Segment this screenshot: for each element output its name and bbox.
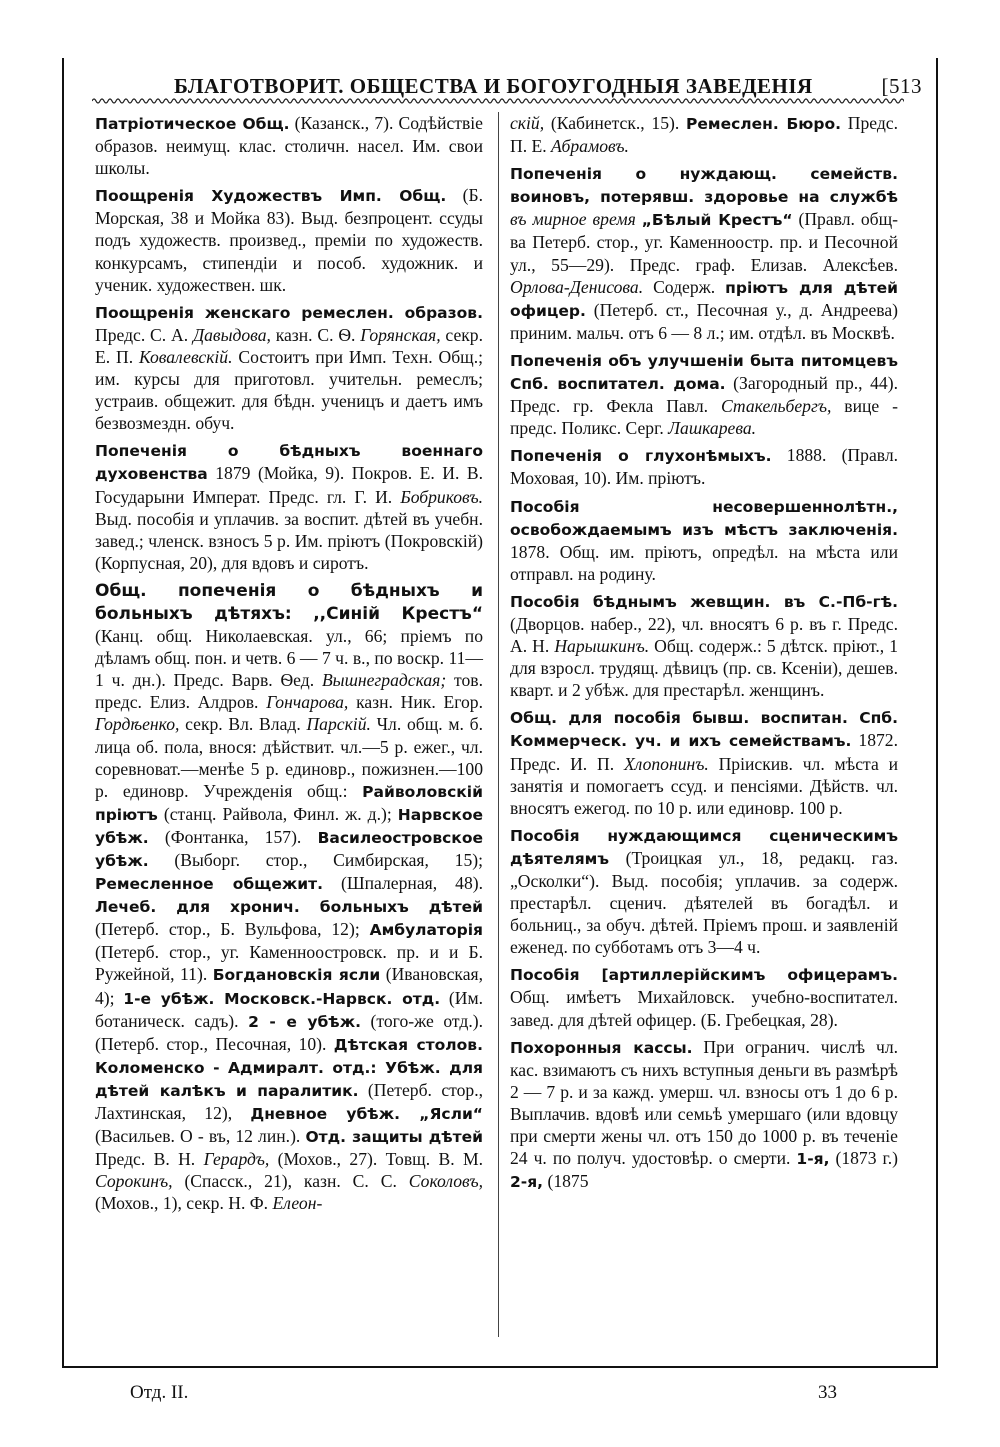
entry-text: (Мохов., 1), секр. Н. Ф. (95, 1193, 273, 1214)
entry-heading: Патріотическое Общ. (95, 115, 290, 133)
entry-heading: Общ. для пособія бывш. воспитан. Спб. Коммерческ. уч. и ихъ семействамъ. (510, 709, 898, 751)
institution-name: Богдановскія ясли (212, 966, 381, 985)
entry-poor-women (510, 590, 898, 701)
institution-name: пріютъ для дѣтей офицер. (510, 278, 899, 320)
entry-text: (Дворцов. набер., 22), чл. вносятъ 6 р. въ г. Предс. А. Н. (510, 613, 898, 657)
institution-name: 1-е убѣж. Московск.-Нарвск. отд. (123, 989, 441, 1008)
entry-text: (Шпалерная, 48). (323, 873, 483, 894)
entry-text: (Ивановская, 4); (95, 964, 483, 1008)
person-name: Хлопонинъ. (623, 753, 709, 774)
entry-stage-workers (510, 824, 898, 959)
person-name: Бобриковъ. (400, 486, 483, 507)
entry-text: (Правл. общ-ва Петерб. стор., уг. Каменноостр. пр. и Песочной ул., 55—29). Предс. граф. Елизав. Алексѣев. (510, 209, 898, 275)
entry-text: въ мирное время (510, 209, 642, 230)
institution-name: „Бѣлый Крестъ“ (641, 211, 793, 230)
institution-name: Амбулаторія (369, 921, 483, 940)
person-name: Орлова-Денисова. (510, 276, 644, 297)
entry-text: (Им. ботаническ. садъ). (95, 987, 483, 1031)
entry-text: (Петерб. ст., Песочная у., д. Андреева) приним. мальч. отъ 6 — 8 л.; им. отдѣл. въ Москвѣ. (510, 299, 898, 343)
entry-womens-crafts (95, 301, 483, 435)
person-name: Сорокинъ, (95, 1171, 173, 1192)
entry-heading: Поощренія женскаго ремеслен. образов. (95, 303, 483, 322)
entry-text: 1878. Общ. им. пріютъ, опредѣл. на мѣста или отправл. на родину. (510, 541, 898, 584)
entry-heading: Поощренія Художествъ Имп. Общ. (95, 187, 447, 206)
person-name: Герардъ, (203, 1149, 270, 1170)
person-name: Горянская, (360, 324, 441, 345)
entry-text: 1888. (Правл. Моховая, 10). Им. пріютъ. (510, 445, 899, 489)
entry-foundling-pupils (510, 349, 898, 439)
entry-text: (Канц. общ. Николаевская. ул., 66; пріемъ по дѣламъ общ. пон. и четв. 6 — 7 ч. в., по воскр. 11—1 ч. дн.). Предс. Варв. Ѳед. (95, 626, 483, 691)
institution-name: Ремесленное общежит. (95, 875, 323, 894)
entry-heading: Пособія [артиллерійскимъ офицерамъ. (510, 966, 898, 985)
running-title: БЛАГОТВОРИТ. ОБЩЕСТВА И БОГОУГОДНЫЯ ЗАВЕДЕНІЯ (174, 74, 813, 98)
entry-text: Предс. П. Е. (510, 113, 898, 157)
wavy-rule (92, 96, 904, 106)
entry-text: (Троицкая ул., 18, редакц. газ. „Осколки“). Выд. пособія; уплачив. за содерж. престарѣл. сценич. дѣятелей въ богадѣл. и больниц., за обуч. дѣтей. Пріемъ прош. и заявленій еженед. по субботамъ отъ 3—4 ч. (510, 847, 898, 958)
institution-name: Ремеслен. Бюро. (686, 115, 841, 133)
entry-heading: Попеченія о глухонѣмыхъ. (510, 447, 772, 466)
column-divider (498, 112, 499, 1337)
entry-text: (1873 г.) (829, 1148, 898, 1169)
entry-heading: Попеченія о бѣдныхъ военнаго духовенства (95, 442, 483, 484)
entry-text: (Петерб. стор., уг. Каменноостровск. пр. и и Б. Ружейной, 11). (95, 942, 483, 985)
header-page-number: [513 (881, 74, 922, 98)
person-name: Давыдова, (192, 324, 271, 345)
entry-text: (1875 (543, 1171, 589, 1192)
entry-text: Предс. С. А. (95, 324, 193, 345)
entry-military-clergy (95, 439, 483, 574)
entry-text: Предс. В. Н. (95, 1149, 204, 1170)
right-column (510, 112, 898, 1198)
person-name: Елеон- (272, 1193, 323, 1214)
institution-name: 2-я, (510, 1173, 544, 1192)
entry-text: вице - предс. Поликс. Серг. (510, 396, 898, 439)
entry-heading: Пособія нуждающимся сценическимъ дѣятелямъ (510, 826, 898, 868)
entry-funeral-funds (510, 1036, 898, 1194)
institution-name: Отд. защиты дѣтей (305, 1128, 483, 1147)
person-name: Вышнеградская; (321, 670, 447, 691)
person-name: Ковалевскій. (138, 346, 233, 367)
entry-commercial-school (510, 706, 898, 818)
entry-text: Пріискив. чл. мѣста и занятія и помогаетъ ссуд. и пенсіями. Дѣйств. чл. вносятъ ежегод. по 10 р. или единовр. 100 р. (510, 753, 898, 818)
entry-text: (Казанск., 7). Содѣйствіе образов. неимущ. клас. столичн. насел. Им. свои школы. (95, 113, 483, 179)
entry-text: 1872. Предс. И. П. (510, 730, 898, 774)
person-name: Соколовъ, (408, 1171, 483, 1192)
entry-text: казн. Ник. Егор. (348, 692, 483, 713)
entry-text: 1879 (Мойка, 9). Покров. Е. И. В. Государыни Императ. Предс. гл. Г. И. (95, 463, 483, 507)
entry-text: (Петерб. стор., Лахтинская, 12), (95, 1079, 483, 1124)
entry-white-cross (510, 162, 898, 344)
entry-text: тов. предс. Елиз. Алдров. (95, 670, 484, 713)
person-name: Абрамовъ. (551, 136, 629, 157)
institution-name: 1-я, (796, 1150, 830, 1169)
entry-text: (Фонтанка, 157). (148, 826, 318, 847)
entry-text: Общ. имѣетъ Михайловск. учебно-воспитател. завед. для дѣтей офицер. (Б. Гребецкая, 28). (510, 987, 898, 1030)
entry-text: Общ. содерж.: 5 дѣтск. пріют., 1 для взросл. трудящ. дѣвицъ (пр. св. Ксеніи), дешев. кварт. и 2 убѣж. для престарѣл. женщинъ. (510, 636, 898, 701)
entry-deaf-mute (510, 444, 898, 489)
institution-name: 2 - е убѣж. (248, 1012, 362, 1031)
entry-text: (Б. Морская, 38 и Мойка 83). Выд. безпроцент. ссуды подъ художеств. произвед., преміи по художеств. конкурсамъ, стипендіи и пособ. художник. и ученик. художествен. шк. (95, 185, 483, 295)
entry-text: секр. Е. П. (95, 324, 484, 367)
entry-text: Выд. пособія и уплачив. за воспит. дѣтей въ учебн. завед.; членск. взносъ 5 р. Им. пріютъ (Покровскій) (Корпусная, 20), для вдовъ и сиротъ. (95, 508, 483, 573)
entry-text: (того-же отд.). (Петерб. стор., Песочная, 10). (95, 1010, 483, 1054)
entry-text: казн. С. Ѳ. (270, 324, 361, 345)
entry-patriotic-society (95, 112, 483, 179)
entry-text: Состоитъ при Имп. Техн. Общ.; им. курсы для приготовл. учительн. ремеслъ; устраив. общежит. для бѣдн. ученицъ и даетъ имъ безвозмездн. обуч. (95, 346, 483, 434)
institution-name: Райволовскій пріютъ (95, 782, 483, 824)
entry-blue-cross (95, 579, 483, 1215)
footer-page-number: 33 (818, 1382, 837, 1403)
entry-text: При огранич. числѣ чл. кас. взимаютъ съ нихъ вступныя деньги въ размѣрѣ 2 — 7 р. и за кажд. умерш. чл. взносы отъ 1 до 6 р. Выплачив. вдовѣ или семьѣ умершаго (или вдовцу при смерти жены чл. отъ 150 до 1000 р. въ теченіе 24 ч. по получ. удостовѣр. о смерти. (510, 1036, 898, 1169)
left-column (95, 112, 483, 1220)
person-name: Гордѣенко, (95, 714, 180, 735)
person-name: Парскій. (306, 714, 371, 735)
entry-text: (Кабинетск., 15). (544, 113, 687, 133)
institution-name: Нарвское убѣж. (95, 805, 483, 847)
entry-continuation (510, 112, 898, 157)
person-name: Нарышкинъ. (554, 636, 650, 657)
entry-artillery-officers (510, 963, 898, 1030)
person-name: Лашкарева. (668, 418, 757, 439)
entry-text: Чл. общ. м. б. лица об. пола, внося: дѣйствит. чл.—5 р. ежег., чл. соревноват.—менѣе 5 р. единовр., пожизнен.—100 р. единовр. Учрежденія общ.: (95, 714, 483, 801)
entry-heading: Общ. попеченія о бѣдныхъ и больныхъ дѣтяхъ: ,,Синій Крестъ“ (95, 580, 483, 624)
person-name: скій, (510, 113, 545, 133)
footer-section: Отд. II. (130, 1382, 189, 1403)
entry-arts-encouragement (95, 184, 483, 295)
entry-text: (Васильев. О - въ, 12 лин.). (95, 1126, 306, 1147)
entry-text: (Спасск., 21), казн. С. С. (172, 1171, 409, 1192)
person-name: Гончарова, (266, 692, 349, 713)
entry-heading: Попеченія объ улучшеніи быта питомцевъ Спб. воспитател. дома. (510, 351, 898, 394)
institution-name: Василеостровское убѣж. (95, 828, 483, 870)
entry-text: (Петерб. стор., Б. Вульфова, 12); (95, 919, 370, 940)
entry-text: Содерж. (643, 276, 726, 297)
entry-text: (Мохов., 27). Товщ. В. М. (269, 1149, 484, 1170)
entry-text: (Выборг. стор., Симбирская, 15); (148, 850, 483, 870)
entry-heading: Пособія несовершеннолѣтн., освобождаемымъ изъ мѣстъ заключенія. (510, 497, 898, 539)
entry-heading: Похоронныя кассы. (510, 1038, 693, 1057)
institution-name: Дѣтская столов. Коломенско - Адмиралт. отд.: Убѣж. для дѣтей калѣкъ и паралитик. (95, 1035, 483, 1100)
institution-name: Лечеб. для хронич. больныхъ дѣтей (95, 898, 483, 917)
entry-text: (Загородный пр., 44). Предс. гр. Фекла Павл. (510, 373, 898, 417)
person-name: Стакельбергъ, (720, 396, 832, 417)
institution-name: Дневное убѣж. „Ясли“ (250, 1105, 483, 1124)
entry-heading: Попеченія о нуждающ. семейств. воиновъ, потерявш. здоровье на службѣ (510, 165, 898, 207)
entry-heading: Пособія бѣднымъ жевщин. въ С.-Пб-гѣ. (510, 592, 898, 611)
entry-text: (станц. Райвола, Финл. ж. д.); (157, 803, 398, 824)
entry-text: секр. Вл. Влад. (179, 714, 307, 735)
entry-released-minors (510, 495, 898, 585)
